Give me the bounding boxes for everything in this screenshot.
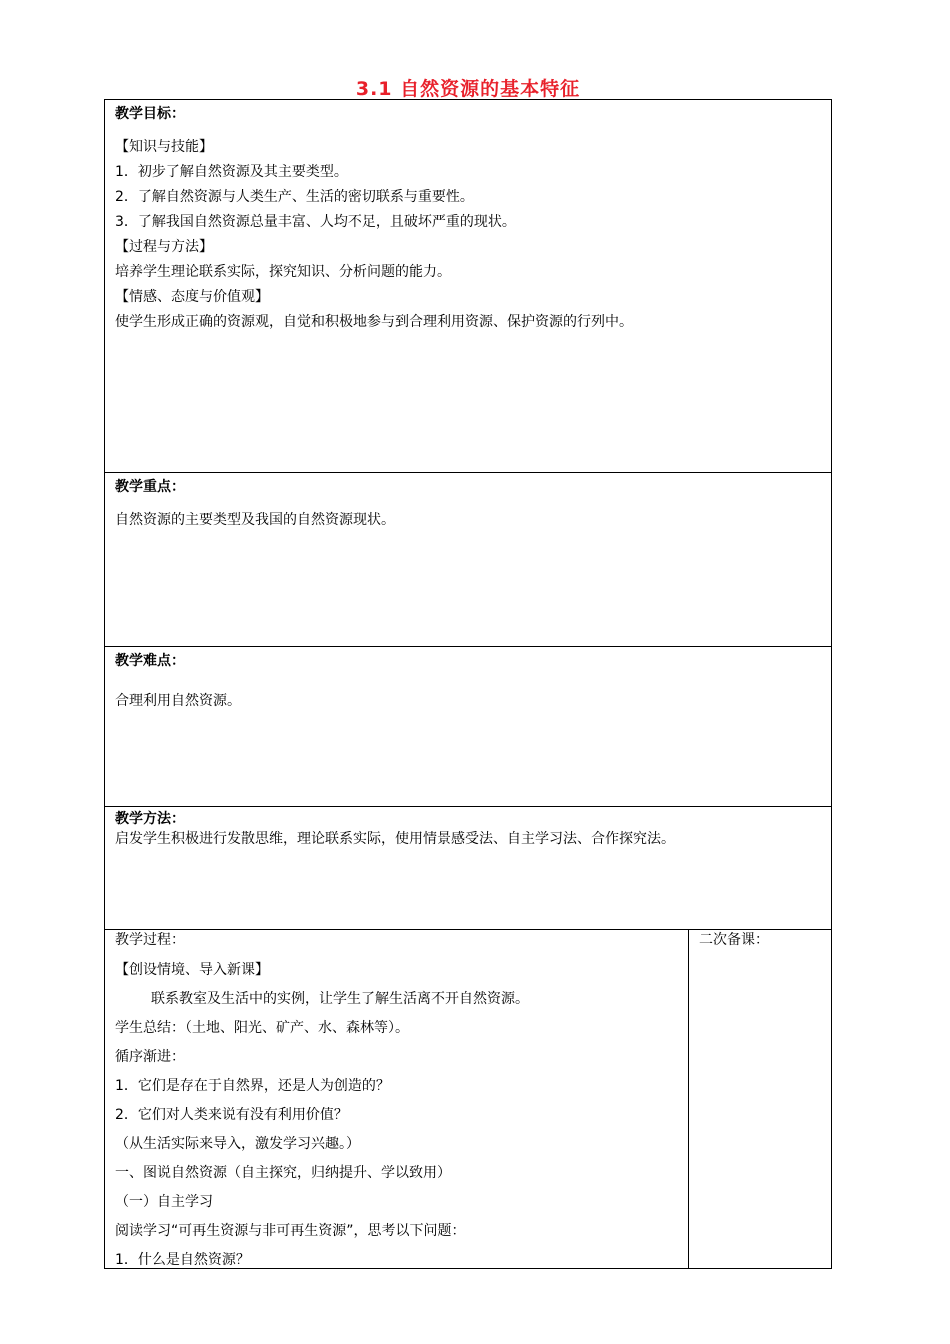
goal-line: 使学生形成正确的资源观，自觉和积极地参与到合理利用资源、保护资源的行列中。 [115, 314, 633, 330]
goal-line: 2．了解自然资源与人类生产、生活的密切联系与重要性。 [115, 189, 474, 205]
page-title: 3.1 自然资源的基本特征 [355, 78, 581, 100]
second-prep-column [689, 930, 831, 1268]
teaching-goals-section [105, 100, 831, 473]
process-line: （一）自主学习 [115, 1194, 213, 1210]
process-line: 【创设情境、导入新课】 [115, 962, 269, 978]
goal-line: 1．初步了解自然资源及其主要类型。 [115, 164, 348, 180]
methods-section [105, 807, 831, 930]
process-line: 学生总结：（土地、阳光、矿产、水、森林等）。 [115, 1020, 409, 1036]
process-line: 2．它们对人类来说有没有利用价值？ [115, 1107, 348, 1123]
teaching-goals-heading: 教学目标： [115, 106, 185, 122]
process-line: 循序渐进： [115, 1049, 185, 1065]
goal-line: 【情感、态度与价值观】 [115, 289, 269, 305]
goal-line: 【知识与技能】 [115, 139, 213, 155]
process-line: 1．什么是自然资源？ [115, 1252, 250, 1268]
key-points-text: 自然资源的主要类型及我国的自然资源现状。 [115, 512, 395, 528]
key-points-heading: 教学重点： [115, 479, 185, 495]
methods-heading: 教学方法： [115, 811, 185, 827]
process-line: 一、图说自然资源（自主探究，归纳提升、学以致用） [115, 1165, 451, 1181]
process-line: （从生活实际来导入，激发学习兴趣。） [115, 1136, 360, 1152]
difficulties-section [105, 647, 831, 807]
goal-line: 【过程与方法】 [115, 239, 213, 255]
teaching-process-heading: 教学过程： [115, 932, 185, 948]
goal-line: 3．了解我国自然资源总量丰富、人均不足，且破坏严重的现状。 [115, 214, 516, 230]
lesson-plan-table [104, 99, 832, 1269]
teaching-process-section [105, 930, 689, 1268]
process-line: 联系教室及生活中的实例，让学生了解生活离不开自然资源。 [151, 991, 529, 1007]
difficulties-heading: 教学难点： [115, 653, 185, 669]
process-line: 1．它们是存在于自然界，还是人为创造的？ [115, 1078, 390, 1094]
difficulties-text: 合理利用自然资源。 [115, 693, 241, 709]
second-prep-heading: 二次备课： [699, 932, 769, 948]
methods-text: 启发学生积极进行发散思维，理论联系实际，使用情景感受法、自主学习法、合作探究法。 [115, 831, 675, 847]
goal-line: 培养学生理论联系实际，探究知识、分析问题的能力。 [115, 264, 451, 280]
key-points-section [105, 473, 831, 647]
process-line: 阅读学习“可再生资源与非可再生资源”，思考以下问题： [115, 1223, 466, 1239]
